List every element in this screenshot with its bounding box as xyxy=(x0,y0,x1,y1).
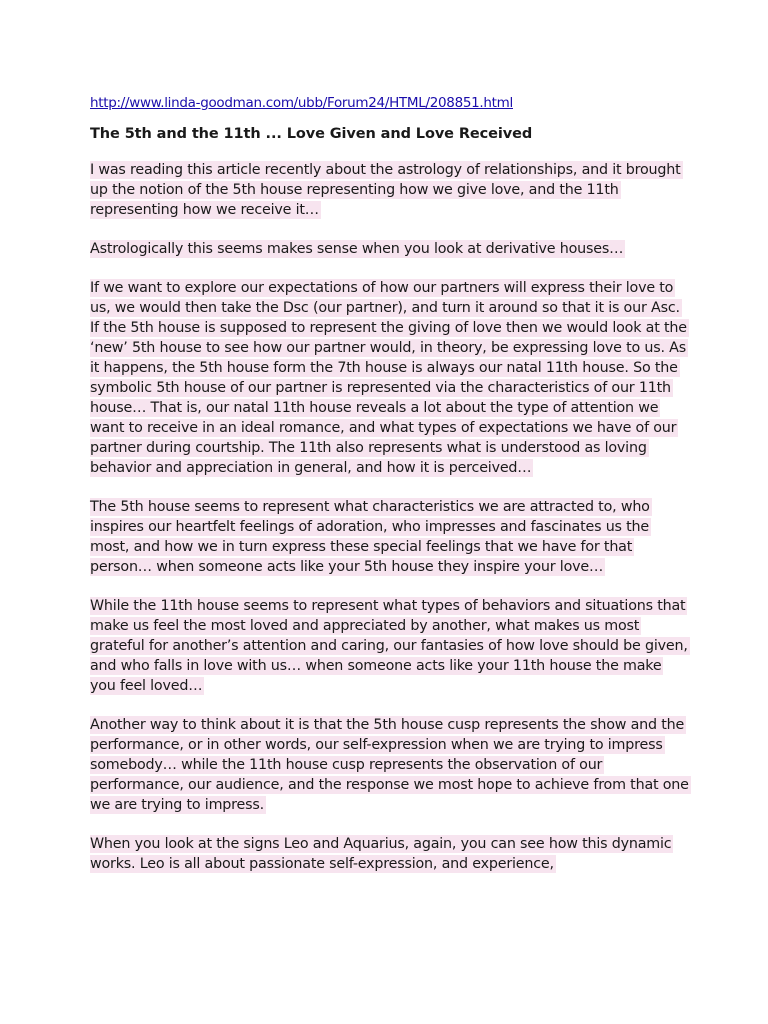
paragraph-7 xyxy=(90,834,690,874)
paragraph-text: I was reading this article recently about the astrology of relationships, and it brought up the notion of the 5th house representing how we give love, and the 11th representing how we receive it… xyxy=(90,162,681,218)
paragraph-1 xyxy=(90,160,690,220)
paragraph-text: The 5th house seems to represent what characteristics we are attracted to, who inspires our heartfelt feelings of adoration, who impresses and fascinates us the most, and how we in turn express these special feelings that we have for that person… when someone acts like your 5th house they inspire your love… xyxy=(90,499,650,575)
paragraph-6 xyxy=(90,715,690,815)
paragraph-text: If we want to explore our expectations of how our partners will express their love to us, we would then take the Dsc (our partner), and turn it around so that it is our Asc. If the 5th house is supposed to represent the giving of love then we would look at the ‘new’ 5th house to see how our partner would, in theory, be expressing love to us. As it happens, the 5th house form the 7th house is always our natal 11th house. So the symbolic 5th house of our partner is represented via the characteristics of our 11th house… That is, our natal 11th house reveals a lot about the type of attention we want to receive in an ideal romance, and what types of expectations we have of our partner during courtship. The 11th also represents what is understood as loving behavior and appreciation in general, and how it is perceived… xyxy=(90,280,687,476)
paragraph-text: Another way to think about it is that the 5th house cusp represents the show and the performance, or in other words, our self-expression when we are trying to impress somebody… while the 11th house cusp represents the observation of our performance, our audience, and the response we most hope to achieve from that one we are trying to impress. xyxy=(90,717,689,813)
paragraph-4 xyxy=(90,497,690,577)
paragraph-2 xyxy=(90,239,690,259)
paragraph-text: When you look at the signs Leo and Aquarius, again, you can see how this dynamic works. Leo is all about passionate self-expression, and experience, xyxy=(90,836,672,872)
document-page xyxy=(90,92,690,893)
source-link[interactable]: http://www.linda-goodman.com/ubb/Forum24/HTML/208851.html xyxy=(90,95,513,111)
paragraph-3 xyxy=(90,278,690,478)
document-title: The 5th and the 11th ... Love Given and Love Received xyxy=(90,126,533,142)
paragraph-text: While the 11th house seems to represent what types of behaviors and situations that make us feel the most loved and appreciated by another, what makes us most grateful for another’s attention and caring, our fantasies of how love should be given, and who falls in love with us… when someone acts like your 11th house the make you feel loved… xyxy=(90,598,688,694)
paragraph-text: Astrologically this seems makes sense when you look at derivative houses… xyxy=(90,241,624,257)
paragraph-5 xyxy=(90,596,690,696)
